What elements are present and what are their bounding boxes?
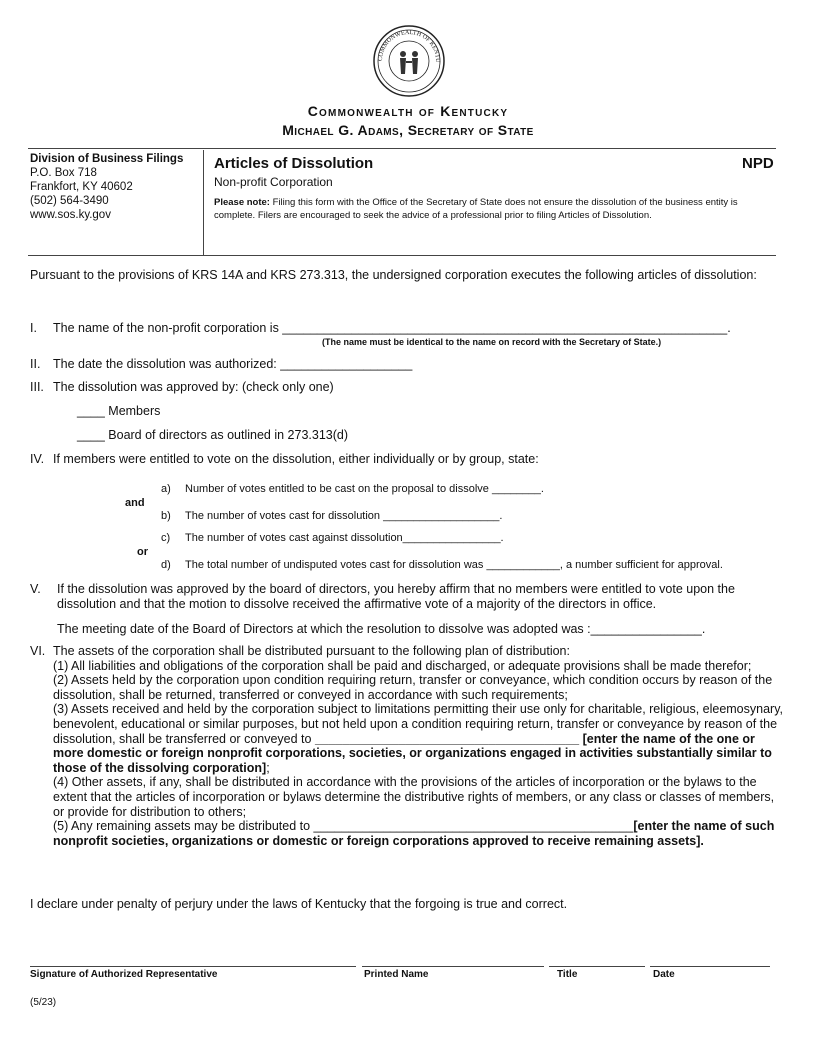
name-note: (The name must be identical to the name on record with the Secretary of State.) (322, 337, 662, 347)
item-ii-number: II. (30, 357, 41, 371)
plan-item-5-text: (5) Any remaining assets may be distributed to (53, 819, 314, 834)
iv-b-label: b) (161, 510, 171, 522)
charitable-recipient-field[interactable]: ______________________________________ (314, 731, 580, 746)
approval-question: The dissolution was approved by: (check only one) (53, 380, 334, 394)
and-label: and (125, 497, 145, 509)
board-checkbox[interactable]: ____ Board of directors as outlined in 273.313(d) (77, 428, 349, 442)
plan-item-5-instruction: [enter the name of such nonprofit societies, organizations or domestic or foreign corporations approved to receive remaining assets]. (53, 819, 775, 848)
date-line[interactable] (650, 966, 770, 967)
undisputed-votes-field[interactable]: The total number of undisputed votes cast for dissolution was ____________, a number sufficient for approval. (185, 559, 723, 571)
item-iv-number: IV. (30, 452, 45, 466)
vote-question: If members were entitled to vote on the dissolution, either individually or by group, state: (53, 452, 539, 466)
divider-top (28, 148, 776, 149)
item-vi-number: VI. (30, 644, 46, 658)
contact-block (30, 152, 183, 222)
or-label: or (137, 546, 148, 558)
authorization-date-field[interactable]: The date the dissolution was authorized: ___________________ (53, 357, 413, 371)
iv-c-label: c) (161, 532, 171, 544)
printed-name-line[interactable] (362, 966, 544, 967)
meeting-date-field[interactable]: The meeting date of the Board of Directors at which the resolution to dissolve was adopted was :________________. (57, 622, 706, 636)
title-line[interactable] (549, 966, 645, 967)
secretary-title: Michael G. Adams, Secretary of State (282, 122, 534, 138)
signature-line[interactable] (30, 966, 356, 967)
city-state: Frankfort, KY 40602 (30, 181, 133, 193)
item-iii-number: III. (30, 380, 44, 394)
plan-item-4: (4) Other assets, if any, shall be distributed in accordance with the provisions of the articles of incorporation or the bylaws to the extent that the articles of incorporation or bylaws determine the distributive rights of members, or any class or classes of members, or provide for distribution to others; (53, 775, 775, 819)
iv-a-label: a) (161, 483, 171, 495)
item-i-number: I. (30, 321, 37, 335)
votes-for-field[interactable]: The number of votes cast for dissolution ___________________. (185, 510, 503, 522)
plan-item-3-text: (3) Assets received and held by the corporation subject to limitations permitting their use only for charitable, religious, eleemosynary, benevolent, educational or similar purposes, but not held upon a condition requiring return, transfer or conveyance by reason of the dissolution, shall be transferred or conveyed to (53, 702, 783, 746)
form-code: NPD (742, 155, 774, 172)
po-box: P.O. Box 718 (30, 167, 97, 179)
form-title: Articles of Dissolution (214, 155, 374, 172)
plan-item-2: (2) Assets held by the corporation upon condition requiring return, transfer or conveyance, which condition occurs by reason of the dissolution, shall be returned, transferred or conveyed in accordance with such requirements; (53, 673, 773, 702)
iv-d-label: d) (161, 559, 171, 571)
votes-against-field[interactable]: The number of votes cast against dissolution________________. (185, 532, 504, 544)
plan-intro: The assets of the corporation shall be distributed pursuant to the following plan of distribution: (53, 644, 570, 658)
signature-label: Signature of Authorized Representative (30, 969, 218, 980)
plan-item-3-instruction: [enter the name of the one or more domestic or foreign nonprofit corporations, societies, or organizations engaged in activities substantially similar to those of the dissolving corporation] (53, 731, 772, 775)
remaining-assets-field[interactable]: ______________________________________________ (313, 819, 634, 834)
corporation-name-field[interactable]: The name of the non-profit corporation is ________________________________________________________________. (53, 321, 731, 335)
page-title: Commonwealth of Kentucky (307, 103, 509, 119)
phone: (502) 564-3490 (30, 195, 109, 207)
divider-bottom (28, 255, 776, 256)
plan-item-5 (53, 819, 787, 848)
form-subtitle: Non-profit Corporation (214, 175, 333, 189)
declaration: I declare under penalty of perjury under the laws of Kentucky that the forgoing is true and correct. (30, 897, 568, 911)
date-label: Date (653, 969, 675, 980)
state-seal (372, 24, 446, 98)
printed-name-label: Printed Name (364, 969, 429, 980)
divider-vertical (203, 150, 204, 256)
item-v-number: V. (30, 582, 41, 596)
seal-text: COMMONWEALTH OF KENTU (376, 28, 442, 63)
note-text: Filing this form with the Office of the Secretary of State does not ensure the dissolution of the business entity is complete. Filers are encouraged to seek the advice of a professional prior to filing Articles of Dissolution. (214, 197, 738, 221)
board-affirmation: If the dissolution was approved by the board of directors, you hereby affirm that no members were entitled to vote upon the dissolution and that the motion to dissolve received the affirmative vote of a majority of the directors in office. (57, 582, 735, 611)
svg-text:COMMONWEALTH OF KENTUCKY (372, 24, 441, 63)
plan-item-3 (53, 702, 787, 775)
plan-item-3-end: ; (266, 760, 270, 775)
intro-paragraph: Pursuant to the provisions of KRS 14A and KRS 273.313, the undersigned corporation executes the following articles of dissolution: (30, 268, 757, 282)
distribution-plan (53, 644, 787, 848)
votes-entitled-field[interactable]: Number of votes entitled to be cast on the proposal to dissolve ________. (185, 483, 544, 495)
title-label: Title (557, 969, 578, 980)
revision-date: (5/23) (30, 997, 57, 1008)
note-label: Please note: (214, 197, 270, 208)
plan-item-1: (1) All liabilities and obligations of the corporation shall be paid and discharged, or adequate provisions shall be made therefor; (53, 658, 752, 673)
members-checkbox[interactable]: ____ Members (77, 404, 161, 418)
division-name: Division of Business Filings (30, 153, 184, 165)
please-note (214, 197, 770, 222)
website: www.sos.ky.gov (30, 209, 111, 221)
